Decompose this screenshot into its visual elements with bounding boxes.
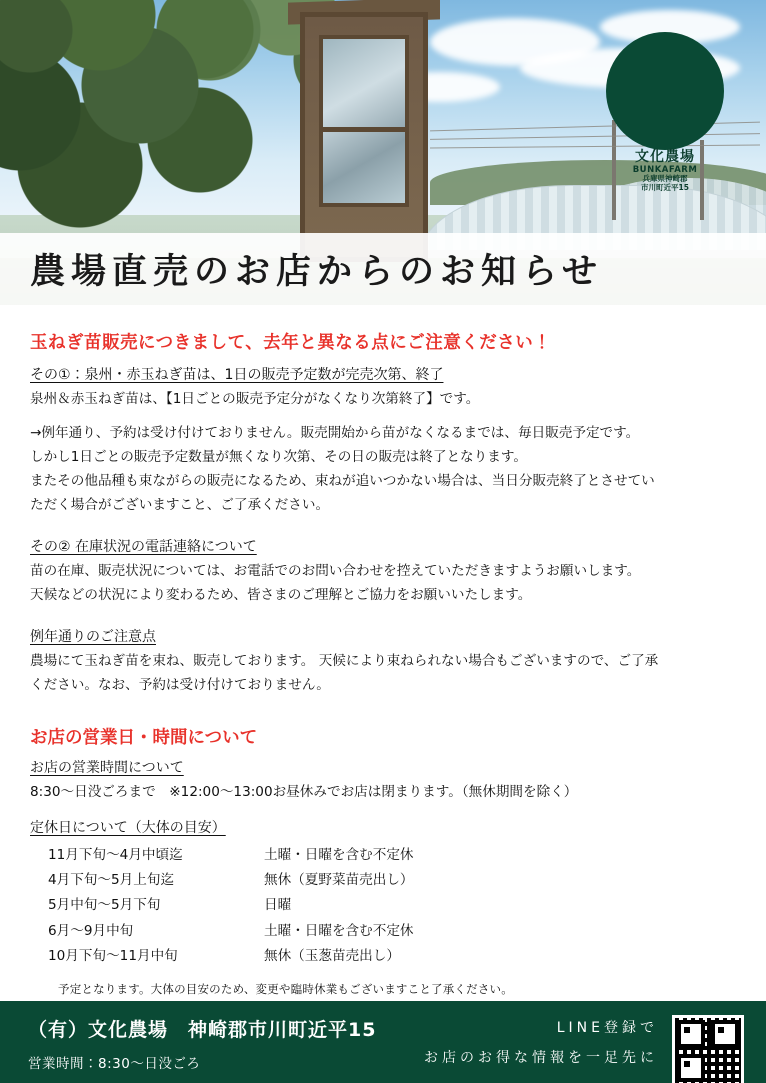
main-content	[0, 305, 766, 997]
item3-heading: 例年通りのご注意点	[30, 629, 156, 646]
hours-line: 8:30〜日没ごろまで ※12:00〜13:00お昼休みでお店は閉まります。（無休期間を除く）	[30, 784, 578, 801]
table-row	[48, 919, 736, 944]
footer-contact	[28, 1015, 376, 1072]
qr-code-icon[interactable]	[672, 1015, 744, 1083]
footer-hours: 営業時間：8:30〜日没ごろ	[28, 1056, 201, 1072]
trees-foreground	[0, 0, 320, 240]
schedule-period: 4月下旬〜5月上旬迄	[48, 872, 175, 889]
item3-body-line: ください。なお、予約は受け付けておりません。	[30, 677, 330, 694]
schedule-period: 6月〜9月中旬	[48, 922, 134, 939]
schedule-detail: 日曜	[264, 897, 292, 914]
table-row	[48, 944, 736, 969]
schedule-detail: 無休（夏野菜苗売出し）	[264, 872, 414, 889]
page-title: 農場直売のお店からのお知らせ	[30, 252, 603, 292]
schedule-detail: 土曜・日曜を含む不定休	[264, 922, 414, 939]
brand-circle-logo	[606, 32, 724, 150]
item1-lead: 泉州＆赤玉ねぎ苗は、【1日ごとの販売予定分がなくなり次第終了】です。	[30, 391, 480, 407]
spacer	[30, 518, 736, 534]
hero-photo	[0, 0, 766, 305]
spacer	[30, 805, 736, 815]
qr-eye	[677, 1054, 705, 1082]
spacer	[30, 698, 736, 724]
item1-body-line: →例年通り、予約は受け付けておりません。販売開始から苗がなくなるまでは、毎日販売予定です。	[30, 425, 640, 442]
item1-body-line: ただく場合がございますこと、ご了承ください。	[30, 497, 330, 514]
brand-logo-text	[619, 150, 711, 192]
schedule-period: 11月下旬〜4月中頃迄	[48, 847, 183, 864]
schedule-note: 予定となります。大体の目安のため、変更や臨時休業もございますこと了承ください。	[58, 981, 513, 996]
section1-heading: 玉ねぎ苗販売につきまして、去年と異なる点にご注意ください！	[30, 333, 552, 353]
holiday-heading: 定休日について（大体の目安）	[30, 820, 226, 837]
table-row	[48, 843, 736, 868]
hours-heading: お店の営業時間について	[30, 760, 184, 777]
item2-heading: その② 在庫状況の電話連絡について	[30, 539, 257, 556]
item2-body-line: 天候などの状況により変わるため、皆さまのご理解とご協力をお願いいたします。	[30, 587, 532, 604]
schedule-period: 10月下旬〜11月中旬	[48, 947, 178, 964]
table-row	[48, 868, 736, 893]
item3-body-line: 農場にて玉ねぎ苗を束ね、販売しております。 天候により束ねられない場合もございますので、ご了承	[30, 653, 659, 670]
section2-heading: お店の営業日・時間について	[30, 728, 258, 749]
qr-pattern	[675, 1018, 741, 1083]
footer-line-promo	[424, 1017, 658, 1067]
brand-address-line1: 兵庫県神崎郡	[642, 174, 688, 184]
brand-name-jp: 文化農場	[635, 149, 695, 165]
item1-heading: その①：泉州・赤玉ねぎ苗は、1日の販売予定数が完売次第、終了	[30, 367, 444, 383]
item1-body-line: またその他品種も束ながらの販売になるため、束ねが追いつかない場合は、当日分販売終了とさせてい	[30, 473, 655, 490]
schedule-table	[48, 843, 736, 969]
qr-eye	[677, 1020, 705, 1048]
line-promo-line2: お店のお得な情報を一足先に	[424, 1050, 658, 1066]
schedule-period: 5月中旬〜5月下旬	[48, 897, 161, 914]
spacer	[30, 608, 736, 624]
headline-band	[0, 233, 766, 305]
qr-eye	[711, 1020, 739, 1048]
spacer	[30, 412, 736, 422]
line-promo-line1: LINE登録で	[556, 1020, 658, 1036]
item1-body-line: しかし1日ごとの販売予定数量が無くなり次第、その日の販売は終了となります。	[30, 449, 527, 466]
footer-company: （有）文化農場 神崎郡市川町近平15	[28, 1019, 377, 1041]
schedule-detail: 土曜・日曜を含む不定休	[264, 847, 414, 864]
item2-body-line: 苗の在庫、販売状況については、お電話でのお問い合わせを控えていただきますようお願いします。	[30, 563, 641, 580]
schedule-detail: 無休（玉葱苗売出し）	[264, 947, 400, 964]
table-row	[48, 893, 736, 918]
footer-bar	[0, 1001, 766, 1083]
brand-address-line2: 市川町近平15	[641, 182, 689, 192]
brand-name-en: BUNKAFARM	[632, 164, 698, 175]
